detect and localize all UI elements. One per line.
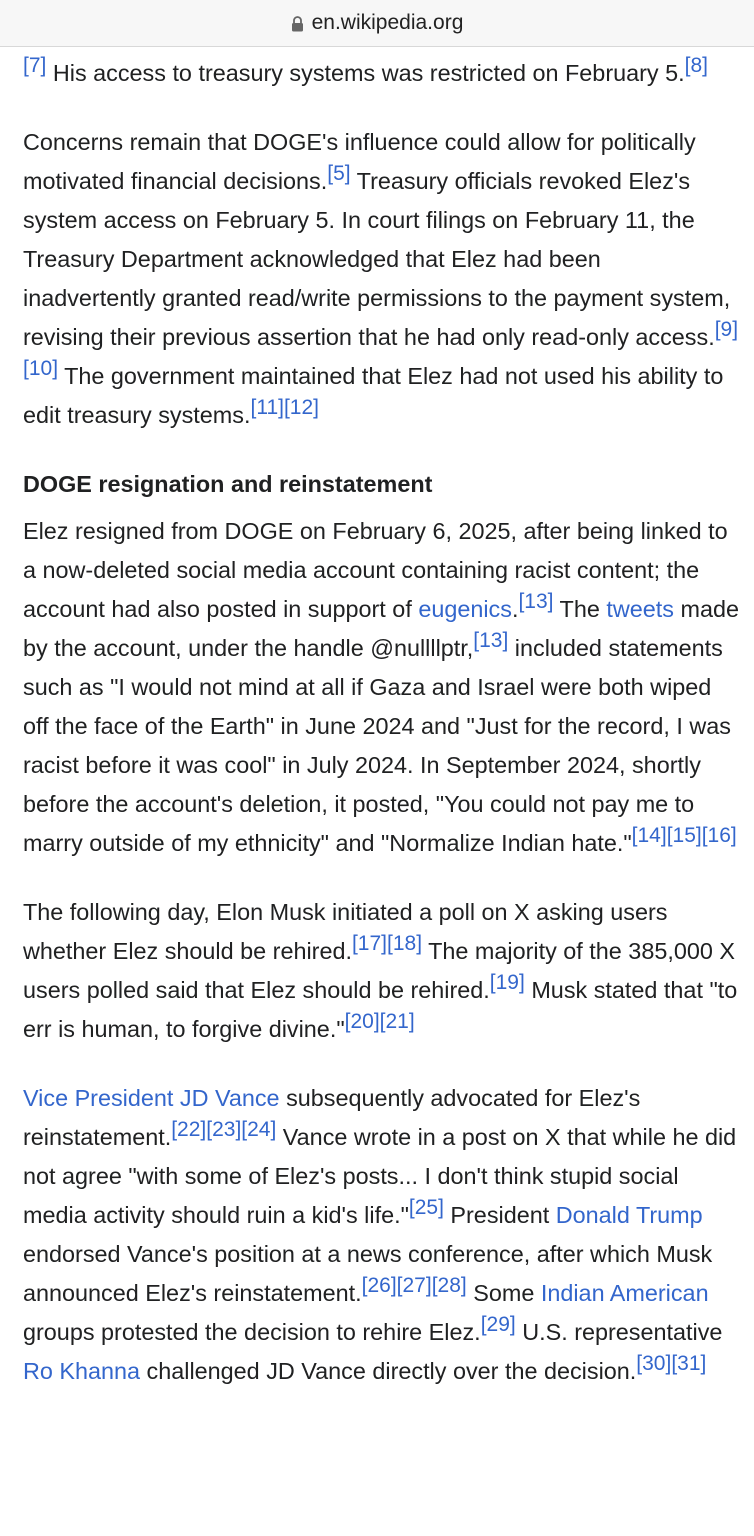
- article-body: [23, 46, 739, 1391]
- citation[interactable]: [26]: [361, 1274, 397, 1297]
- citation[interactable]: [11]: [250, 396, 284, 419]
- citation[interactable]: [22]: [171, 1118, 207, 1141]
- citation[interactable]: [13]: [518, 590, 554, 613]
- citation[interactable]: [7]: [23, 54, 47, 77]
- citation[interactable]: [30]: [636, 1352, 672, 1375]
- citation[interactable]: [25]: [408, 1196, 444, 1219]
- citation[interactable]: [13]: [473, 629, 509, 652]
- citation[interactable]: [29]: [480, 1313, 516, 1336]
- paragraph-text: U.S. representative: [515, 1319, 723, 1345]
- citation[interactable]: [10]: [23, 357, 59, 380]
- citation[interactable]: [16]: [701, 824, 737, 847]
- paragraph-text: included statements such as "I would not mind at all if Gaza and Israel were both wiped off the face of the Earth" in June 2024 and "Just for the record, I was racist before it was cool" in July 2024. In September 2024, shortly before the account's deletion, it posted, "You could not pay me to marry outside of my ethnicity" and "Normalize Indian hate.": [23, 635, 731, 856]
- link-ro-khanna[interactable]: Ro Khanna: [23, 1358, 141, 1384]
- link-donald-trump[interactable]: Donald Trump: [555, 1202, 703, 1228]
- citation[interactable]: [27]: [396, 1274, 432, 1297]
- paragraph-text: The following day, Elon Musk initiated a poll on X asking users whether Elez should be rehired.: [23, 899, 668, 964]
- citation[interactable]: [14]: [631, 824, 667, 847]
- citation[interactable]: [5]: [327, 162, 351, 185]
- citation[interactable]: [31]: [671, 1352, 707, 1375]
- paragraph-text: Elez resigned from DOGE on February 6, 2025, after being linked to a now-deleted social media account containing racist content; the account had also posted in support of: [23, 518, 728, 622]
- citation[interactable]: [20]: [344, 1010, 380, 1033]
- paragraph-text: challenged JD Vance directly over the decision.: [140, 1358, 637, 1384]
- paragraph-poll: [23, 893, 739, 1049]
- citation[interactable]: [9]: [714, 318, 739, 341]
- paragraph-access-restricted: [23, 54, 739, 93]
- paragraph-text: His access to treasury systems was restricted on February 5.: [46, 60, 685, 86]
- link-indian-american[interactable]: Indian American: [540, 1280, 709, 1306]
- link-jd-vance[interactable]: Vice President JD Vance: [23, 1085, 280, 1111]
- paragraph-text: groups protested the decision to rehire Elez.: [23, 1319, 481, 1345]
- citation[interactable]: [18]: [387, 932, 423, 955]
- paragraph-reinstatement: [23, 1079, 739, 1391]
- paragraph-text: subsequently advocated for Elez's reinstatement.: [23, 1085, 641, 1150]
- paragraph-text: endorsed Vance's position at a news conference, after which Musk announced Elez's reinstatement.: [23, 1241, 713, 1306]
- section-heading: DOGE resignation and reinstatement: [23, 471, 433, 497]
- paragraph-text: Vance wrote in a post on X that while he did not agree "with some of Elez's posts... I don't think stupid social media activity should ruin a kid's life.": [23, 1124, 737, 1228]
- link-eugenics[interactable]: eugenics: [418, 596, 512, 622]
- citation[interactable]: [24]: [241, 1118, 277, 1141]
- lock-icon: [291, 16, 304, 32]
- paragraph-text: Concerns remain that DOGE's influence could allow for politically motivated financial decisions.: [23, 129, 696, 194]
- citation[interactable]: [12]: [283, 396, 319, 419]
- paragraph-text: Treasury officials revoked Elez's system access on February 5. In court filings on February 11, the Treasury Department acknowledged that Elez had been inadvertently granted read/write permissions to the payment system, revising their previous assertion that he had only read-only access.: [23, 168, 731, 350]
- browser-url-bar[interactable]: [0, 0, 754, 47]
- paragraph-resignation: [23, 512, 739, 863]
- paragraph-text: The: [553, 596, 607, 622]
- citation[interactable]: [17]: [351, 932, 387, 955]
- citation[interactable]: [23]: [206, 1118, 242, 1141]
- citation[interactable]: [21]: [379, 1010, 415, 1033]
- paragraph-text: The government maintained that Elez had not used his ability to edit treasury systems.: [23, 363, 724, 428]
- citation[interactable]: [19]: [489, 971, 525, 994]
- paragraph-text: President: [443, 1202, 556, 1228]
- url-text: en.wikipedia.org: [311, 11, 464, 34]
- citation[interactable]: [28]: [431, 1274, 467, 1297]
- paragraph-concerns: [23, 123, 739, 435]
- paragraph-text: .: [511, 596, 519, 622]
- paragraph-text: Some: [466, 1280, 541, 1306]
- paragraph-text: made by the account, under the handle @nullllptr,: [23, 596, 739, 661]
- paragraph-text: Musk stated that "to err is human, to forgive divine.": [23, 977, 738, 1042]
- citation[interactable]: [8]: [684, 54, 708, 77]
- paragraph-text: The majority of the 385,000 X users polled said that Elez should be rehired.: [23, 938, 735, 1003]
- citation[interactable]: [15]: [666, 824, 702, 847]
- link-tweets[interactable]: tweets: [606, 596, 674, 622]
